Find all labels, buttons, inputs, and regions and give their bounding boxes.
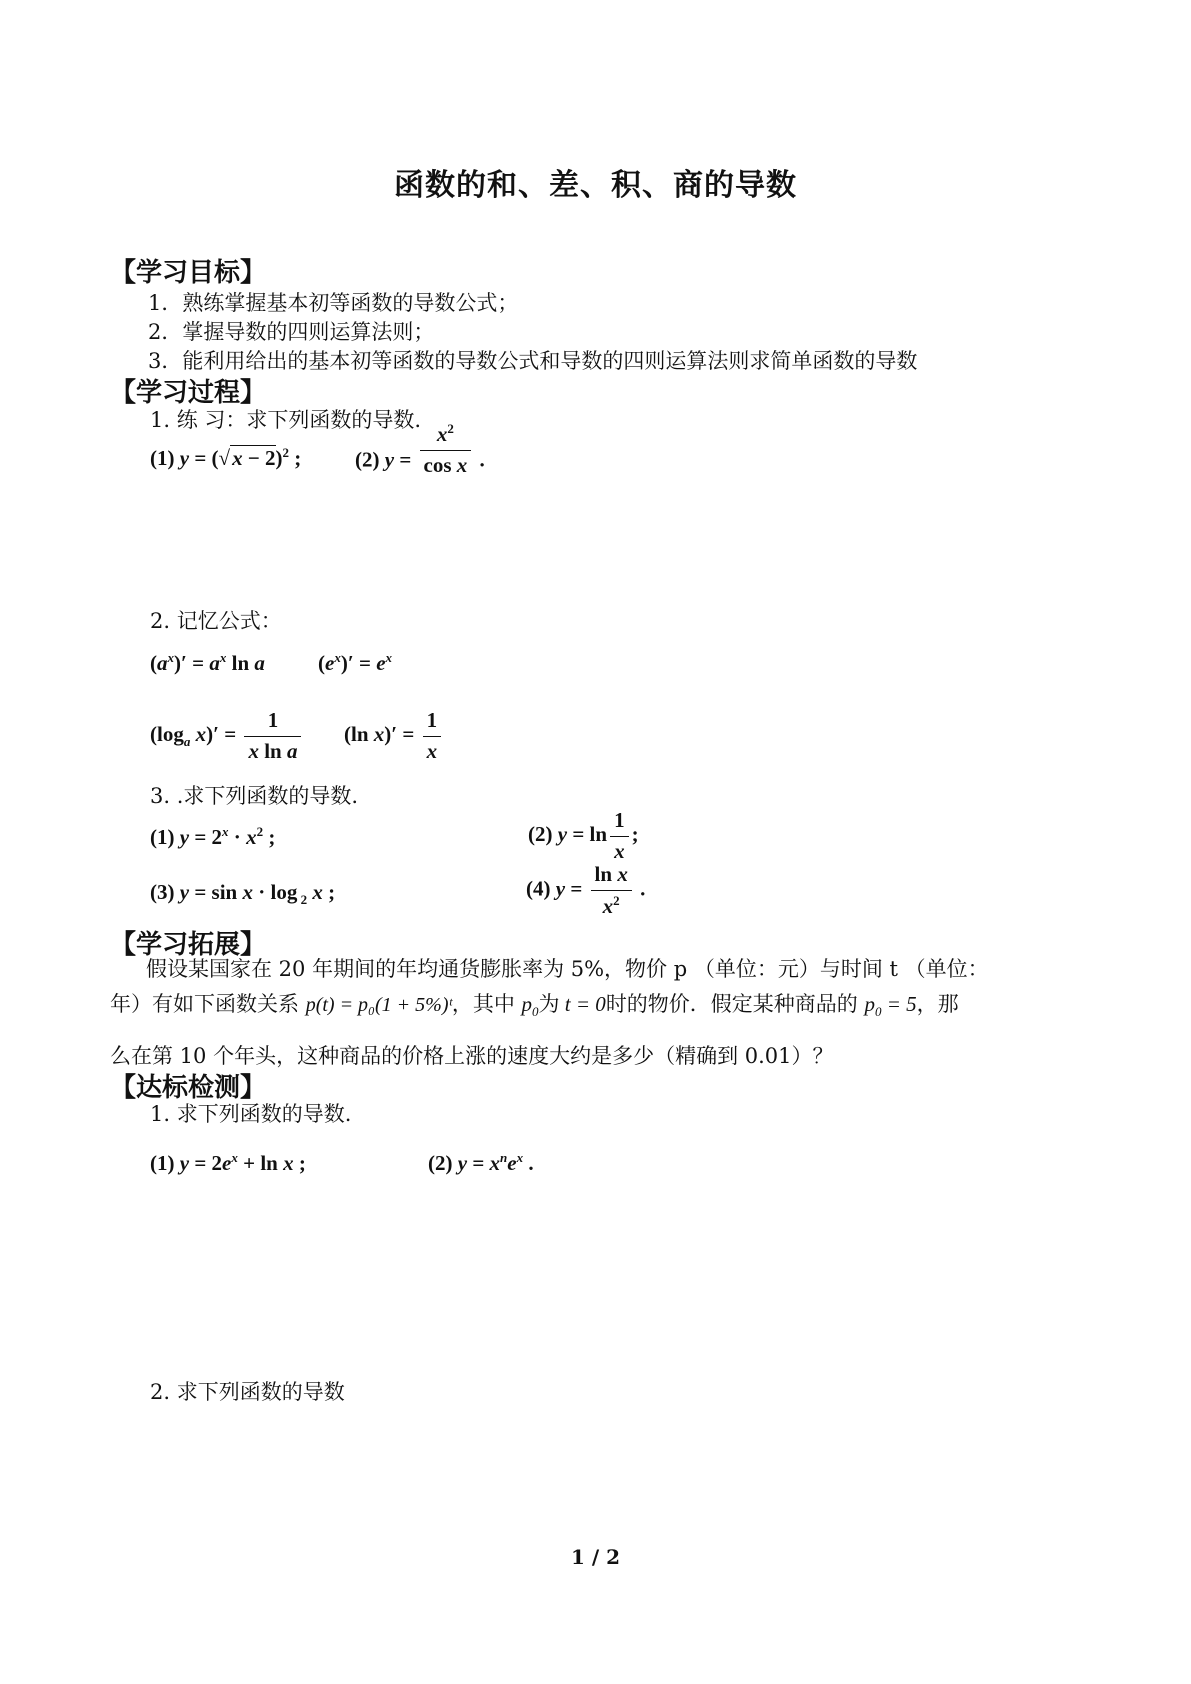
formula-exp-e: $(e^x)' = e^x$ [318, 650, 393, 675]
formula-test-2: (2) $y = x^ne^x$ . [428, 1150, 534, 1175]
formula-exercise-3-1: (1) $y = 2^x \cdot x^2$ ; [150, 824, 276, 849]
extension-line-3: 么在第 10 个年头，这种商品的价格上涨的速度大约是多少（精确到 0.01）？ [110, 1044, 834, 1068]
formula-label: (2) [428, 1151, 453, 1175]
formula-label: (3) [150, 880, 175, 904]
page-title: 函数的和、差、积、商的导数 [394, 168, 797, 203]
page-number: 1 / 2 [570, 1545, 621, 1569]
formula-label: (2) [528, 821, 553, 846]
process-question-1: 1. 练 习：求下列函数的导数. [150, 408, 422, 432]
formula-exercise-3-4: (4) y = $\frac{\text{ln x}}{x^2}$ . [526, 862, 646, 918]
formula-exercise-2: (2) y = $\frac{x^2}{\text{cos x}}$ . [355, 421, 485, 477]
process-question-2: 2. 记忆公式： [150, 609, 282, 633]
extension-text-a: 年）有如下函数关系 [110, 992, 299, 1016]
extension-text-e: ，那 [916, 992, 959, 1016]
objective-3: 3．能利用给出的基本初等函数的导数公式和导数的四则运算法则求简单函数的导数 [148, 349, 918, 373]
formula-exercise-3-3: (3) y = sin x · log $_2$ x ; [150, 880, 336, 908]
formula-label: (1) [150, 1151, 175, 1175]
extension-text-b: ，其中 [451, 992, 515, 1016]
section-extension-heading: 【学习拓展】 [110, 930, 267, 960]
section-objectives-heading: 【学习目标】 [110, 258, 267, 288]
section-process-heading: 【学习过程】 [110, 378, 267, 408]
test-question-1: 1. 求下列函数的导数. [150, 1102, 352, 1126]
test-question-2: 2. 求下列函数的导数 [150, 1380, 345, 1404]
process-question-3: 3. .求下列函数的导数. [150, 784, 359, 808]
formula-exp-a: $(a^x)' = a^x$ ln a [150, 650, 265, 675]
formula-label: (1) [150, 446, 175, 470]
extension-line-1: 假设某国家在 20 年期间的年均通货膨胀率为 5%，物价 p （单位：元）与时间 t （单位： [146, 957, 989, 981]
extension-text-c: 为 [538, 992, 560, 1016]
formula-log-a: ($\log_a$ x)′ = $\frac{1}{\text{x ln a}}$ [150, 708, 304, 764]
formula-label: (4) [526, 876, 551, 901]
formula-label: (2) [355, 447, 380, 472]
inflation-formula: p(t) = p₀(1 + 5%)ᵗ [305, 994, 452, 1016]
extension-text-d: 时的物价．假定某种商品的 [605, 992, 858, 1016]
formula-exercise-3-2: (2) y = ln $\frac{1}{x}$ ; [528, 808, 639, 863]
formula-exercise-1: (1) $y = (√x - 2)^2$ ; [150, 445, 302, 470]
extension-line-2: 年）有如下函数关系 p(t) = p₀(1 + 5%)ᵗ，其中 $p_0$为 t = 0时的物价．假定某种商品的 $p_0 = 5$，那 [110, 992, 959, 1020]
formula-test-1: (1) $y = 2e^x + \ln x$ ; [150, 1150, 306, 1175]
objective-2: 2．掌握导数的四则运算法则； [148, 320, 435, 344]
formula-label: (1) [150, 825, 175, 849]
formula-ln: (ln x)′ = $\frac{1}{x}$ [344, 708, 444, 764]
objective-1: 1．熟练掌握基本初等函数的导数公式； [148, 291, 519, 315]
section-test-heading: 【达标检测】 [110, 1073, 267, 1103]
